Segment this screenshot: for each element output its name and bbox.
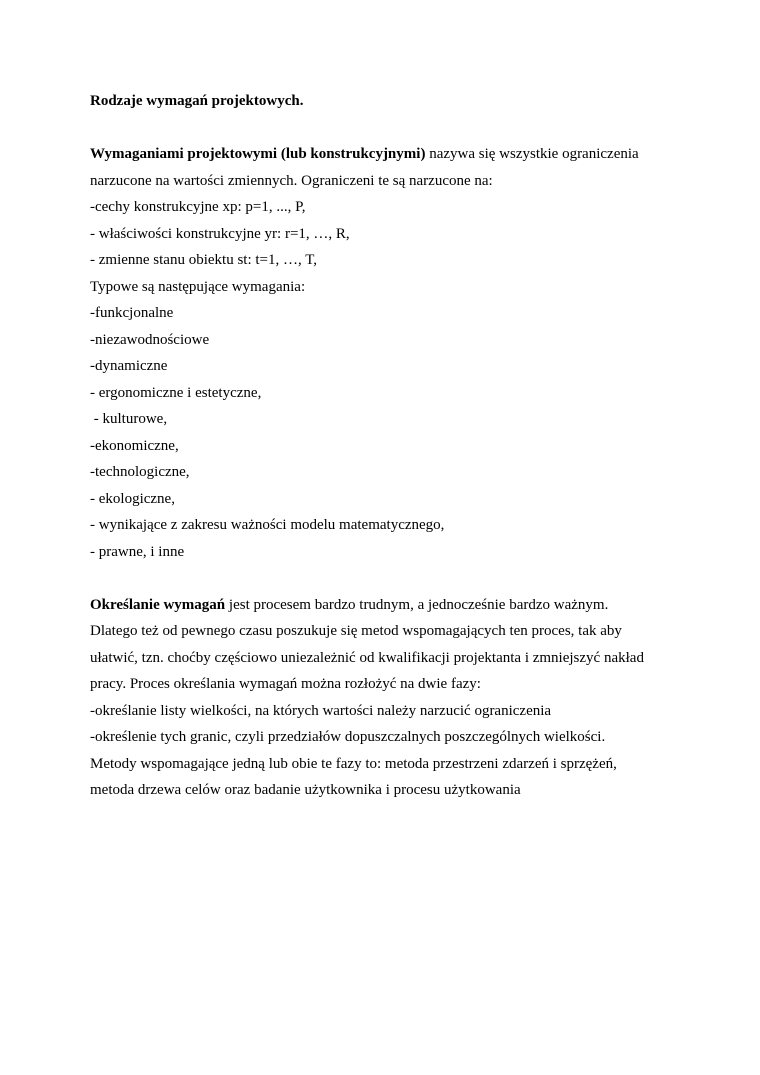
requirement-item: - ergonomiczne i estetyczne, (90, 384, 262, 401)
section1-first-line (90, 141, 690, 168)
section2-lead-term: Określanie wymagań (90, 596, 226, 613)
typical-intro: Typowe są następujące wymagania: (90, 278, 306, 295)
section2-line: pracy. Proces określania wymagań można rozłożyć na dwie fazy: (90, 676, 481, 692)
document-body (90, 88, 690, 804)
section2-line: ułatwić, tzn. choćby częściowo uniezależnić od kwalifikacji projektanta i zmniejszyć nakład (90, 649, 644, 666)
section2-line: Dlatego też od pewnego czasu poszukuje się metod wspomagających ten proces, tak aby (90, 623, 622, 639)
section1-line2: narzucone na wartości zmiennych. Ograniczeni te są narzucone na: (90, 172, 493, 189)
section2-lead-rest: jest procesem bardzo trudnym, a jednocześnie bardzo ważnym. (225, 596, 609, 613)
requirement-item: -technologiczne, (90, 464, 190, 480)
requirement-item: - prawne, i inne (90, 543, 185, 560)
constraint-item: -cechy konstrukcyjne xp: p=1, ..., P, (90, 199, 306, 215)
constraint-item: - zmienne stanu obiektu st: t=1, …, T, (90, 252, 318, 268)
requirement-item: -dynamiczne (90, 358, 168, 374)
requirement-item: -niezawodnościowe (90, 331, 210, 348)
section1-lead-rest: nazywa się wszystkie ograniczenia (425, 146, 639, 162)
spacer (90, 565, 690, 592)
requirement-item: - kulturowe, (90, 411, 168, 427)
requirement-item: -funkcjonalne (90, 305, 174, 321)
constraint-item: - właściwości konstrukcyjne yr: r=1, …, R, (90, 225, 350, 242)
section2-line: metoda drzewa celów oraz badanie użytkownika i procesu użytkowania (90, 782, 521, 798)
spacer (90, 115, 690, 142)
section2-line: -określenie tych granic, czyli przedziałów dopuszczalnych poszczególnych wielkości. (90, 729, 606, 745)
section1-lead-term: Wymaganiami projektowymi (lub konstrukcyjnymi) (90, 146, 426, 162)
requirement-item: - wynikające z zakresu ważności modelu matematycznego, (90, 517, 445, 533)
section2-line: Metody wspomagające jedną lub obie te fazy to: metoda przestrzeni zdarzeń i sprzężeń, (90, 755, 617, 772)
requirement-item: - ekologiczne, (90, 490, 175, 507)
document-title: Rodzaje wymagań projektowych. (90, 93, 304, 109)
section2-first-line (90, 592, 690, 619)
requirement-item: -ekonomiczne, (90, 437, 179, 454)
section2-line: -określanie listy wielkości, na których wartości należy narzucić ograniczenia (90, 702, 552, 719)
